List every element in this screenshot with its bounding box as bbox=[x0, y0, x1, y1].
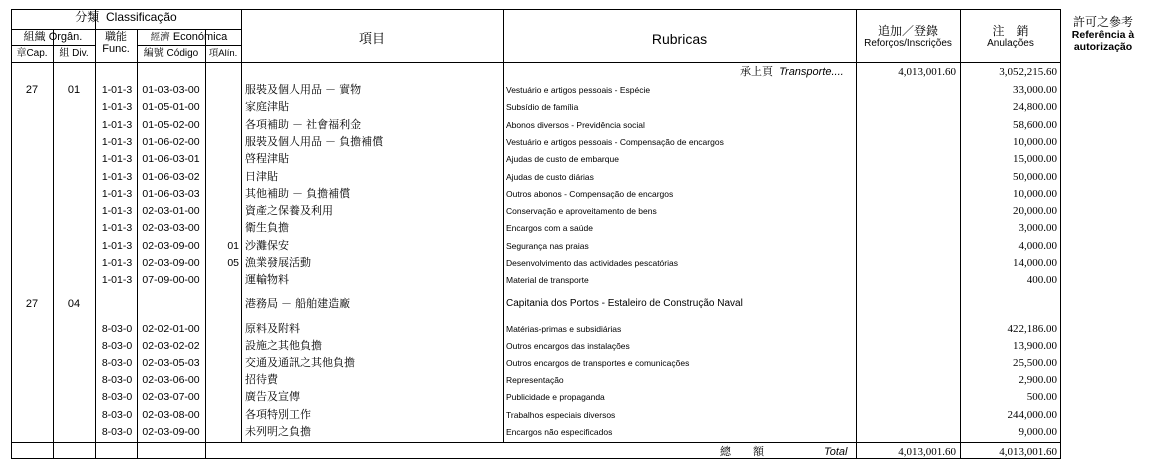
row-func: 1-01-3 bbox=[101, 170, 133, 183]
row-anulacoes: 3,000.00 bbox=[1018, 222, 1057, 235]
row-rubrica-pt: Matérias-primas e subsidiárias bbox=[506, 324, 622, 334]
row-func: 1-01-3 bbox=[101, 187, 133, 200]
section-div: 04 bbox=[67, 298, 81, 310]
row-func: 1-01-3 bbox=[101, 84, 133, 96]
row-func: 8-03-0 bbox=[101, 323, 133, 335]
row-rubrica-pt: Outros abonos - Compensação de encargos bbox=[506, 188, 674, 199]
row-code: 07-09-00-00 bbox=[142, 274, 200, 287]
row-code: 02-03-03-00 bbox=[142, 222, 200, 235]
row-rubrica-pt: Encargos não especificados bbox=[506, 426, 613, 437]
row-alin: 05 bbox=[227, 257, 239, 269]
row-rubrica-pt: Segurança nas praias bbox=[506, 240, 589, 251]
row-item-zh: 資產之保養及利用 bbox=[245, 205, 333, 218]
row-code: 02-03-06-00 bbox=[142, 374, 200, 387]
codigo-heading: 編號 Código bbox=[143, 48, 199, 59]
row-item-zh: 漁業發展活動 bbox=[245, 257, 311, 269]
section-cap: 27 bbox=[25, 298, 39, 310]
row-item-zh: 服裝及個人用品 － 實物 bbox=[245, 84, 362, 96]
row-code: 02-03-09-00 bbox=[142, 425, 200, 438]
divider bbox=[241, 9, 242, 442]
row-item-zh: 啓程津貼 bbox=[245, 153, 289, 166]
divider bbox=[95, 9, 96, 459]
row-anulacoes: 14,000.00 bbox=[1013, 257, 1057, 269]
transport-anulacoes: 3,052,215.60 bbox=[999, 66, 1057, 78]
row-item-zh: 沙灘保安 bbox=[245, 239, 289, 252]
row-code: 01-06-03-02 bbox=[142, 170, 200, 183]
row-rubrica-pt: Desenvolvimento das actividades pescatórias bbox=[506, 258, 678, 268]
row-anulacoes: 400.00 bbox=[1026, 274, 1057, 287]
total-label-pt: Total bbox=[824, 446, 848, 458]
row-item-zh: 運輸物料 bbox=[245, 274, 289, 287]
row-item-zh: 廣告及宣傳 bbox=[245, 391, 300, 404]
row-item-zh: 未列明之負擔 bbox=[245, 425, 311, 438]
row-func: 8-03-0 bbox=[101, 374, 133, 387]
row-anulacoes: 10,000.00 bbox=[1013, 135, 1057, 148]
row-code: 01-05-02-00 bbox=[142, 118, 200, 131]
row-item-zh: 其他補助 － 負擔補償 bbox=[245, 187, 351, 200]
row-anulacoes: 58,600.00 bbox=[1013, 118, 1057, 131]
cap-heading: 章Cap. bbox=[16, 48, 48, 59]
row-item-zh: 招待費 bbox=[245, 374, 278, 387]
row-anulacoes: 24,800.00 bbox=[1013, 101, 1057, 114]
row-item-zh: 各項補助 － 社會福利金 bbox=[245, 118, 362, 131]
organ-heading: 組織 Orgân. bbox=[23, 31, 83, 43]
row-code: 02-03-05-03 bbox=[142, 357, 200, 370]
row-code: 02-03-09-00 bbox=[142, 239, 200, 252]
row-code: 02-02-01-00 bbox=[142, 323, 200, 335]
section-title-zh: 港務局 － 船舶建造廠 bbox=[245, 298, 351, 310]
row-rubrica-pt: Trabalhos especiais diversos bbox=[506, 409, 616, 420]
row-anulacoes: 25,500.00 bbox=[1013, 357, 1057, 370]
row-rubrica-pt: Publicidade e propaganda bbox=[506, 392, 605, 403]
row-code: 02-03-07-00 bbox=[142, 391, 200, 404]
row-anulacoes: 15,000.00 bbox=[1013, 153, 1057, 166]
row-item-zh: 設施之其他負擔 bbox=[245, 340, 322, 353]
reforcos-heading: 追加／登錄 Reforços/Inscrições bbox=[864, 24, 952, 49]
row-item-zh: 服裝及個人用品 － 負擔補償 bbox=[245, 135, 384, 148]
anulacoes-heading: 注 銷 Anulações bbox=[987, 24, 1034, 49]
row-func: 1-01-3 bbox=[101, 135, 133, 148]
row-anulacoes: 4,000.00 bbox=[1018, 239, 1057, 252]
total-label-zh: 總 額 bbox=[720, 446, 764, 458]
divider bbox=[137, 45, 241, 46]
transport-reforcos: 4,013,001.60 bbox=[898, 66, 956, 78]
row-anulacoes: 13,900.00 bbox=[1013, 340, 1057, 353]
row-func: 1-01-3 bbox=[101, 153, 133, 166]
row-func: 1-01-3 bbox=[101, 118, 133, 131]
row-func: 1-01-3 bbox=[101, 257, 133, 269]
row-code: 01-05-01-00 bbox=[142, 101, 200, 114]
row-rubrica-pt: Conservação e aproveitamento de bens bbox=[506, 206, 657, 217]
row-anulacoes: 9,000.00 bbox=[1018, 425, 1057, 438]
row-func: 1-01-3 bbox=[101, 205, 133, 218]
row-code: 01-06-02-00 bbox=[142, 135, 200, 148]
row-cap: 27 bbox=[25, 84, 39, 96]
row-item-zh: 衛生負擔 bbox=[245, 222, 289, 235]
divider bbox=[11, 62, 1061, 63]
row-rubrica-pt: Vestuário e artigos pessoais - Compensação de encargos bbox=[506, 136, 724, 147]
row-func: 8-03-0 bbox=[101, 408, 133, 421]
row-rubrica-pt: Representação bbox=[506, 375, 564, 386]
divider bbox=[11, 45, 95, 46]
row-code: 02-03-09-00 bbox=[142, 257, 200, 269]
row-code: 02-03-08-00 bbox=[142, 408, 200, 421]
total-reforcos: 4,013,001.60 bbox=[898, 446, 956, 458]
classification-heading: 分類 Classificação bbox=[75, 10, 177, 24]
row-func: 1-01-3 bbox=[101, 101, 133, 114]
row-anulacoes: 422,186.00 bbox=[1007, 323, 1057, 335]
row-alin: 01 bbox=[227, 239, 239, 252]
transport-label: 承上頁 Transporte.... bbox=[740, 66, 844, 78]
row-rubrica-pt: Ajudas de custo diárias bbox=[506, 171, 594, 182]
row-anulacoes: 10,000.00 bbox=[1013, 187, 1057, 200]
rubricas-heading: Rubricas bbox=[651, 31, 708, 47]
row-code: 01-06-03-01 bbox=[142, 153, 200, 166]
row-rubrica-pt: Subsídio de família bbox=[506, 102, 579, 113]
row-item-zh: 各項特別工作 bbox=[245, 408, 311, 421]
item-heading: 項目 bbox=[358, 31, 385, 46]
row-func: 8-03-0 bbox=[101, 425, 133, 438]
func-heading: 職能 Func. bbox=[102, 31, 130, 55]
divider bbox=[11, 442, 1061, 443]
row-func: 8-03-0 bbox=[101, 357, 133, 370]
reference-heading: 許可之參考 Referência à autorização bbox=[1071, 15, 1135, 53]
total-anulacoes: 4,013,001.60 bbox=[999, 446, 1057, 458]
row-func: 8-03-0 bbox=[101, 391, 133, 404]
row-code: 02-03-01-00 bbox=[142, 205, 200, 218]
row-rubrica-pt: Material de transporte bbox=[506, 275, 589, 286]
row-anulacoes: 50,000.00 bbox=[1013, 170, 1057, 183]
row-anulacoes: 33,000.00 bbox=[1013, 84, 1057, 96]
row-div: 01 bbox=[67, 84, 81, 96]
row-rubrica-pt: Encargos com a saúde bbox=[506, 223, 593, 234]
div-heading: 組 Div. bbox=[59, 48, 89, 59]
row-code: 02-03-02-02 bbox=[142, 340, 200, 353]
row-func: 1-01-3 bbox=[101, 239, 133, 252]
row-code: 01-06-03-03 bbox=[142, 187, 200, 200]
row-rubrica-pt: Abonos diversos - Previdência social bbox=[506, 119, 645, 130]
econ-heading: 經濟 Económica bbox=[150, 31, 228, 43]
row-anulacoes: 20,000.00 bbox=[1013, 205, 1057, 218]
row-func: 8-03-0 bbox=[101, 340, 133, 353]
row-rubrica-pt: Outros encargos das instalações bbox=[506, 341, 630, 352]
row-anulacoes: 2,900.00 bbox=[1018, 374, 1057, 387]
divider bbox=[11, 29, 241, 30]
row-anulacoes: 244,000.00 bbox=[1007, 408, 1057, 421]
row-item-zh: 交通及通訊之其他負擔 bbox=[245, 357, 355, 370]
alin-heading: 項Alín. bbox=[208, 48, 238, 59]
divider bbox=[503, 9, 504, 442]
row-rubrica-pt: Vestuário e artigos pessoais - Espécie bbox=[506, 85, 651, 95]
row-code: 01-03-03-00 bbox=[142, 84, 200, 96]
row-func: 1-01-3 bbox=[101, 222, 133, 235]
row-item-zh: 原料及附料 bbox=[245, 323, 300, 335]
row-item-zh: 日津貼 bbox=[245, 170, 278, 183]
row-func: 1-01-3 bbox=[101, 274, 133, 287]
row-rubrica-pt: Outros encargos de transportes e comunicações bbox=[506, 358, 690, 369]
row-item-zh: 家庭津貼 bbox=[245, 101, 289, 114]
row-rubrica-pt: Ajudas de custo de embarque bbox=[506, 154, 619, 165]
section-title-pt: Capitania dos Portos - Estaleiro de Construção Naval bbox=[506, 298, 743, 309]
row-anulacoes: 500.00 bbox=[1026, 391, 1057, 404]
